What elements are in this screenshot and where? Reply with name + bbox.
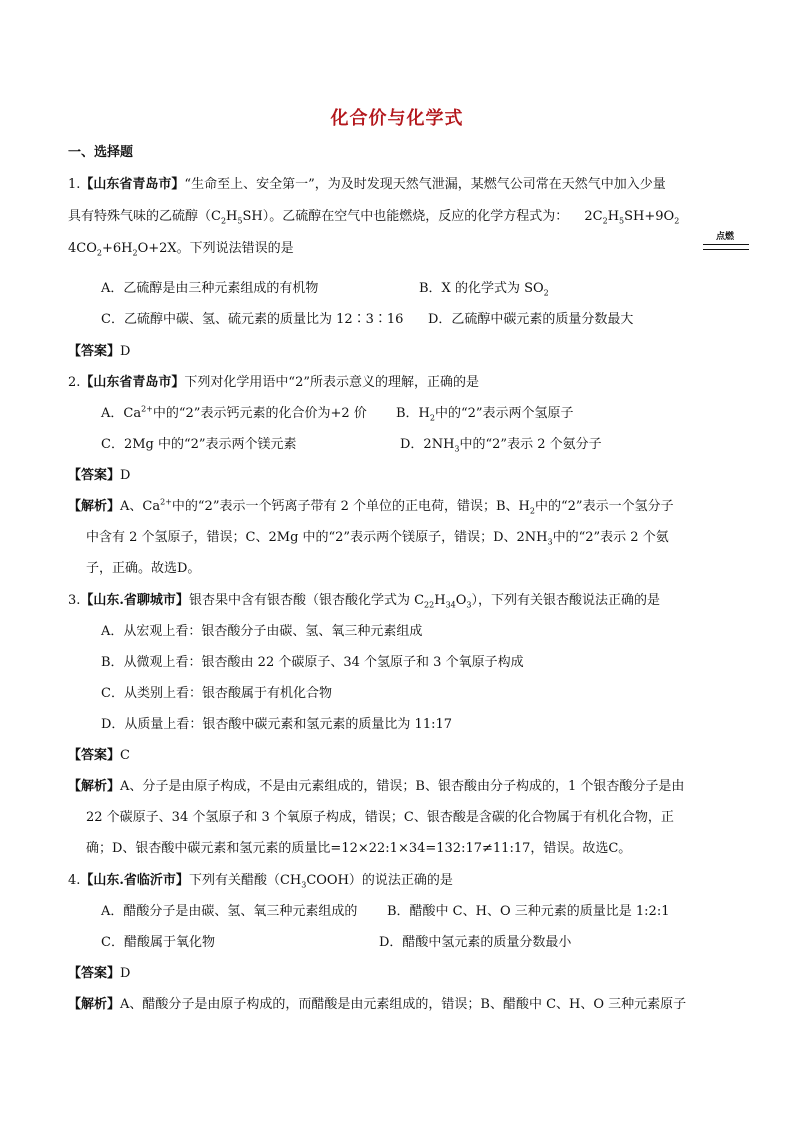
option-a: A．$Ca^{2+}$中的“2”表示钙元素的化合价为+2 价 <box>101 404 367 421</box>
section-heading: 一、选择题 <box>68 145 134 160</box>
answer-value: C <box>120 748 130 763</box>
equation-double-line <box>703 244 749 250</box>
question-number: 2. <box>68 375 81 390</box>
answer-line <box>68 343 130 361</box>
option-b: B．X 的化学式为 $SO_2$ <box>419 281 549 298</box>
question-3: 3.【山东.省聊城市】银杏果中含有银杏酸（银杏酸化学式为 $C_{22}H_{34}O_3$），下列有关银杏酸说法正确的是 <box>68 593 661 610</box>
analysis-line: 22 个碳原子、34 个氢原子和 3 个氧原子构成，错误；C、银杏酸是含碳的化合物属于有机化合物，正 <box>86 810 674 825</box>
option-b: B．从微观上看：银杏酸由 22 个碳原子、34 个氢原子和 3 个氧原子构成 <box>101 655 524 670</box>
analysis-line: 中含有 2 个氢原子，错误；C、2Mg 中的“2”表示两个镁原子，错误；D、$2NH_3$中的“2”表示 2 个氨 <box>86 530 669 547</box>
analysis-line: 子，正确。故选D。 <box>86 561 201 576</box>
reaction-condition: 点燃 <box>715 232 734 242</box>
analysis-tag: 【解析】 <box>68 499 121 514</box>
option-c: C．从类别上看：银杏酸属于有机化合物 <box>101 686 332 701</box>
question-source: 【山东.省聊城市】 <box>80 593 189 608</box>
option-d: D．醋酸中氢元素的质量分数最小 <box>379 935 572 950</box>
option-a: A．从宏观上看：银杏酸分子由碳、氢、氧三种元素组成 <box>101 624 423 639</box>
option-c: C．乙硫醇中碳、氢、硫元素的质量比为 12∶3∶16 <box>101 312 404 327</box>
question-2 <box>68 374 479 392</box>
option-c: C．2Mg 中的“2”表示两个镁元素 <box>101 437 297 452</box>
question-source: 【山东省青岛市】 <box>80 177 185 192</box>
analysis-line: 【解析】A、分子是由原子构成，不是由元素组成的，错误；B、银杏酸由分子构成的，1 个银杏酸分子是由 <box>68 779 685 794</box>
question-stem: 下列对化学用语中“2”所表示意义的理解，正确的是 <box>184 375 479 390</box>
answer-line: 【答案】C <box>68 748 130 763</box>
question-4: 4.【山东.省临沂市】下列有关醋酸$(CH_3COOH)$的说法正确的是 <box>68 873 453 890</box>
option-c: C．醋酸属于氧化物 <box>101 935 215 950</box>
answer-value: D <box>120 468 131 483</box>
question-source: 【山东省青岛市】 <box>80 375 185 390</box>
page-title: 化合价与化学式 <box>330 108 464 129</box>
chemical-equation-left: $2C_2H_5SH+9O_2$ <box>584 209 680 226</box>
question-source: 【山东.省临沂市】 <box>80 873 189 888</box>
option-a: A．醋酸分子是由碳、氢、氧三种元素组成的 <box>101 904 358 919</box>
answer-tag: 【答案】 <box>68 344 121 359</box>
option-d: D．乙硫醇中碳元素的质量分数最大 <box>428 312 634 327</box>
question-number: 1. <box>68 177 81 192</box>
option-b: B．$H_2$中的“2”表示两个氢原子 <box>396 406 574 423</box>
option-b: B．醋酸中 C、H、O 三种元素的质量比是 1:2:1 <box>387 904 670 919</box>
analysis-line: 确；D、银杏酸中碳元素和氢元素的质量比=12×22:1×34=132:17≠11:17，错误。故选C。 <box>86 841 632 856</box>
question-1 <box>68 176 666 194</box>
question-1-stem-line-2: 具有特殊气味的乙硫醇$(C_2H_5SH)$。乙硫醇在空气中也能燃烧，反应的化学方程式为： $2C_2H_5SH+9O_2$ <box>68 209 680 226</box>
analysis-line: 【解析】A、$Ca^{2+}$中的“2”表示一个钙离子带有 2 个单位的正电荷，错误；B、$H_2$中的“2”表示一个氢分子 <box>68 497 674 516</box>
option-d: D．$2NH_3$中的“2”表示 2 个氨分子 <box>400 437 602 454</box>
analysis-line: 【解析】A、醋酸分子是由原子构成的，而醋酸是由元素组成的，错误；B、醋酸中 C、H、O 三种元素原子 <box>68 997 687 1012</box>
answer-line: 【答案】D <box>68 966 131 981</box>
option-a: A．乙硫醇是由三种元素组成的有机物 <box>101 281 319 296</box>
question-stem: “生命至上、安全第一”，为及时发现天然气泄漏，某燃气公司常在天然气中加入少量 <box>184 177 666 192</box>
answer-line: 【答案】D <box>68 468 131 483</box>
option-d: D．从质量上看：银杏酸中碳元素和氢元素的质量比为 11:17 <box>101 717 453 732</box>
answer-value: D <box>120 966 131 981</box>
answer-value: D <box>120 344 131 359</box>
question-1-stem-line-3: $4CO_2+6H_2O+2X$。下列说法错误的是 <box>68 241 294 258</box>
